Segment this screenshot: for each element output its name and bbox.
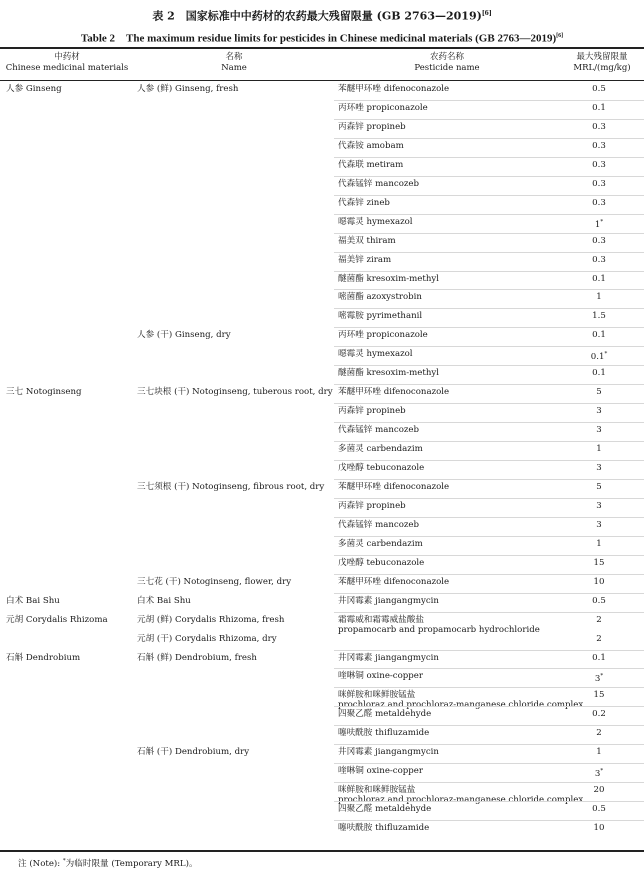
mrl-value: 10 (593, 576, 605, 587)
name-cell: 三七花 (干) Notoginseng, flower, dry (137, 576, 292, 587)
mrl-cell (560, 501, 638, 512)
bottom-rule (0, 850, 644, 852)
row-divider (334, 555, 644, 556)
mrl-value: 0.3 (592, 178, 606, 189)
pesticide-cell: 多菌灵 carbendazim (338, 538, 423, 549)
pesticide-cell: 噻呋酰胺 thifluzamide (338, 728, 430, 739)
material-cell: 石斛 Dendrobium (6, 652, 81, 663)
mrl-value: 3 (596, 463, 602, 473)
mrl-value: 3 (594, 674, 601, 685)
mrl-cell (560, 425, 638, 436)
mrl-cell (560, 463, 638, 474)
mrl-value: 0.3 (592, 140, 606, 151)
mrl-cell (560, 804, 638, 815)
pesticide-cell: 代森锰锌 mancozeb (338, 425, 420, 436)
mrl-value: 0.1 (592, 652, 606, 663)
temporary-mark: * (600, 768, 604, 775)
pesticide-cell: 醚菌酯 kresoxim-methyl (338, 273, 439, 284)
name-cell: 人参 (鲜) Ginseng, fresh (137, 84, 239, 94)
header-material: 中药材 Chinese medicinal materials (5, 52, 129, 73)
mrl-cell (560, 634, 638, 645)
name-cell: 石斛 (鲜) Dendrobium, fresh (137, 652, 257, 663)
pesticide-cell: 丙森锌 propineb (338, 500, 406, 511)
pesticide-cell: 丙森锌 propineb (338, 406, 406, 417)
pesticide-cell: 噁霉灵 hymexazol (338, 349, 413, 360)
pesticide-cell: 喹啉铜 oxine-copper (338, 671, 423, 682)
pesticide-cell: 噻呋酰胺 thifluzamide (338, 823, 430, 834)
header-pesticide: 农药名称 Pesticide name (414, 52, 480, 73)
mrl-cell (560, 558, 638, 569)
mrl-value: 15 (593, 557, 605, 568)
row-divider (334, 327, 644, 328)
pesticide-cell: 嘧菌酯 azoxystrobin (338, 292, 422, 303)
mrl-value: 0.1 (592, 102, 606, 113)
row-divider (334, 498, 644, 499)
mrl-value: 1 (594, 219, 601, 230)
pesticide-cell: 噁霉灵 hymexazol (338, 216, 413, 227)
pesticide-cell: 咪鲜胺和咪鲜胺锰盐 (338, 785, 416, 796)
mrl-value: 0.1 (592, 273, 606, 284)
table-caption (0, 6, 644, 46)
mrl-value: 15 (593, 690, 605, 701)
mrl-value: 1 (596, 292, 602, 303)
pesticide-cell: 代森铵 amobam (338, 140, 404, 151)
row-divider (334, 403, 644, 404)
mrl-value: 0.3 (592, 121, 606, 132)
pesticide-cell: 戊唑醇 tebuconazole (338, 557, 425, 568)
pesticide-cell: 苯醚甲环唑 difenoconazole (338, 481, 450, 492)
pesticide-cell: 丙环唑 propiconazole (338, 330, 428, 341)
temporary-mark: * (600, 218, 604, 225)
mrl-cell (560, 482, 638, 493)
mrl-value: 0.2 (592, 709, 606, 720)
pesticide-cell: 丙森锌 propineb (338, 121, 406, 132)
row-divider (334, 782, 644, 783)
row-divider (334, 233, 644, 234)
header-mrl: 最大残留限量 MRL/(mg/kg) (573, 52, 631, 73)
row-divider (334, 252, 644, 253)
mrl-value: 3 (594, 769, 601, 780)
name-cell: 三七块根 (干) Notoginseng, tuberous root, dry (137, 387, 333, 398)
mrl-cell (560, 406, 638, 417)
row-divider (334, 820, 644, 821)
temporary-mark: * (600, 673, 604, 680)
row-divider (334, 460, 644, 461)
mrl-value: 1.5 (592, 311, 606, 322)
row-divider (334, 517, 644, 518)
mrl-value: 3 (596, 519, 602, 530)
pesticide-cell: 霜霉威和霜霉威盐酸盐 (338, 614, 424, 625)
pesticide-cell: 代森锰锌 mancozeb (338, 519, 420, 530)
row-divider (334, 687, 644, 688)
row-divider (334, 668, 644, 669)
row-divider (334, 100, 644, 101)
mrl-value: 0.5 (592, 595, 606, 606)
pesticide-cell: 代森锰锌 mancozeb (338, 178, 420, 189)
mrl-value: 5 (596, 481, 602, 492)
pesticide-cell: 四聚乙醛 metaldehyde (338, 804, 432, 815)
mrl-cell (560, 179, 638, 190)
header-rule (0, 80, 644, 81)
row-divider (334, 308, 644, 309)
row-divider (334, 536, 644, 537)
name-cell: 石斛 (干) Dendrobium, dry (137, 747, 250, 758)
row-divider (334, 725, 644, 726)
mrl-cell (560, 292, 638, 303)
row-divider (334, 612, 644, 613)
mrl-cell (560, 690, 638, 701)
mrl-cell (560, 671, 638, 685)
name-cell: 白术 Bai Shu (137, 595, 191, 606)
mrl-value: 3 (596, 500, 602, 511)
pesticide-cell: 丙环唑 propiconazole (338, 102, 428, 113)
mrl-cell (560, 198, 638, 209)
mrl-cell (560, 766, 638, 780)
row-divider (334, 441, 644, 442)
mrl-value: 10 (593, 823, 605, 834)
pesticide-cell: 戊唑醇 tebuconazole (338, 463, 425, 473)
mrl-value: 2 (596, 728, 602, 739)
row-divider (334, 422, 644, 423)
pesticide-cell: 咪鲜胺和咪鲜胺锰盐 (338, 690, 416, 701)
row-divider (334, 346, 644, 347)
pesticide-cell: 苯醚甲环唑 difenoconazole (338, 84, 450, 94)
mrl-value: 5 (596, 387, 602, 398)
name-cell: 元胡 (鲜) Corydalis Rhizoma, fresh (137, 614, 285, 625)
mrl-cell (560, 236, 638, 247)
row-divider (334, 271, 644, 272)
mrl-cell (560, 217, 638, 231)
pesticide-cell: 苯醚甲环唑 difenoconazole (338, 387, 450, 398)
name-cell: 人参 (干) Ginseng, dry (137, 330, 231, 341)
material-cell: 人参 Ginseng (6, 84, 62, 94)
mrl-cell (560, 728, 638, 739)
mrl-value: 1 (596, 747, 602, 758)
row-divider (334, 763, 644, 764)
material-cell: 元胡 Corydalis Rhizoma (6, 614, 108, 625)
mrl-cell (560, 255, 638, 266)
mrl-cell (560, 709, 638, 720)
row-divider (334, 176, 644, 177)
row-divider (334, 214, 644, 215)
header-name: 名称 Name (221, 52, 247, 73)
mrl-cell (560, 160, 638, 171)
mrl-cell (560, 330, 638, 341)
mrl-cell (560, 615, 638, 626)
mrl-cell (560, 823, 638, 834)
table-title-cn: 表 2 国家标准中中药材的农药最大残留限量 (GB 2763—2019)[6] (152, 9, 492, 23)
row-divider (334, 195, 644, 196)
mrl-cell (560, 747, 638, 758)
mrl-cell (560, 653, 638, 664)
mrl-value: 0.1 (590, 352, 605, 363)
row-divider (334, 119, 644, 120)
mrl-value: 0.5 (592, 804, 606, 815)
pesticide-cell: 苯醚甲环唑 difenoconazole (338, 576, 450, 587)
mrl-value: 1 (596, 444, 602, 455)
mrl-cell (560, 311, 638, 322)
mrl-value: 3 (596, 406, 602, 417)
mrl-value: 0.5 (592, 84, 606, 94)
mrl-value: 0.3 (592, 159, 606, 170)
mrl-value: 20 (593, 785, 605, 796)
pesticide-cell: 喹啉铜 oxine-copper (338, 766, 423, 777)
pesticide-cell: 井冈霉素 jiangangmycin (338, 652, 439, 663)
mrl-cell (560, 596, 638, 607)
pesticide-cell: 福美双 thiram (338, 235, 396, 246)
mrl-value: 2 (596, 633, 602, 644)
pesticide-cell: 代森锌 zineb (338, 197, 390, 208)
name-cell: 三七须根 (干) Notoginseng, fibrous root, dry (137, 481, 325, 492)
row-divider (334, 801, 644, 802)
mrl-cell (560, 785, 638, 796)
mrl-value: 0.3 (592, 254, 606, 265)
material-cell: 白术 Bai Shu (6, 595, 60, 606)
row-divider (334, 706, 644, 707)
mrl-cell (560, 520, 638, 531)
row-divider (334, 157, 644, 158)
table-title-en: Table 2 The maximum residue limits for pesticides in Chinese medicinal materials (GB 2763—2019)[6] (80, 32, 564, 45)
row-divider (334, 365, 644, 366)
pesticide-cell: 四聚乙醛 metaldehyde (338, 709, 432, 720)
mrl-cell (560, 122, 638, 133)
material-cell: 三七 Notoginseng (6, 387, 82, 398)
mrl-value: 0.1 (592, 330, 606, 341)
row-divider (334, 384, 644, 385)
row-divider (334, 650, 644, 651)
table-header (0, 49, 644, 81)
mrl-value: 0.3 (592, 197, 606, 208)
mrl-cell (560, 539, 638, 550)
pesticide-cell: 多菌灵 carbendazim (338, 444, 423, 455)
mrl-value: 0.3 (592, 235, 606, 246)
mrl-cell (560, 368, 638, 379)
row-divider (334, 593, 644, 594)
table-note: 注 (Note): *为临时限量 (Temporary MRL)。 (18, 858, 198, 869)
row-divider (334, 289, 644, 290)
temporary-mark: * (604, 351, 608, 358)
mrl-cell (560, 274, 638, 285)
pesticide-cell: 嘧霉胺 pyrimethanil (338, 311, 423, 322)
mrl-cell (560, 444, 638, 455)
pesticide-cell: 井冈霉素 jiangangmycin (338, 747, 439, 758)
row-divider (334, 574, 644, 575)
name-cell: 元胡 (干) Corydalis Rhizoma, dry (137, 633, 277, 644)
mrl-value: 0.1 (592, 368, 606, 379)
row-divider (334, 744, 644, 745)
pesticide-cell-en: propamocarb and propamocarb hydrochloride (338, 624, 540, 635)
mrl-value: 1 (596, 538, 602, 549)
pesticide-cell: 醚菌酯 kresoxim-methyl (338, 368, 439, 379)
pesticide-cell: 福美锌 ziram (338, 254, 392, 265)
mrl-cell (560, 387, 638, 398)
pesticide-cell: 井冈霉素 jiangangmycin (338, 595, 439, 606)
pesticide-cell: 代森联 metiram (338, 159, 404, 170)
mrl-cell (560, 84, 638, 95)
mrl-cell (560, 349, 638, 363)
mrl-cell (560, 577, 638, 588)
row-divider (334, 479, 644, 480)
mrl-cell (560, 103, 638, 114)
row-divider (334, 138, 644, 139)
mrl-value: 2 (596, 614, 602, 625)
mrl-cell (560, 141, 638, 152)
mrl-value: 3 (596, 425, 602, 436)
